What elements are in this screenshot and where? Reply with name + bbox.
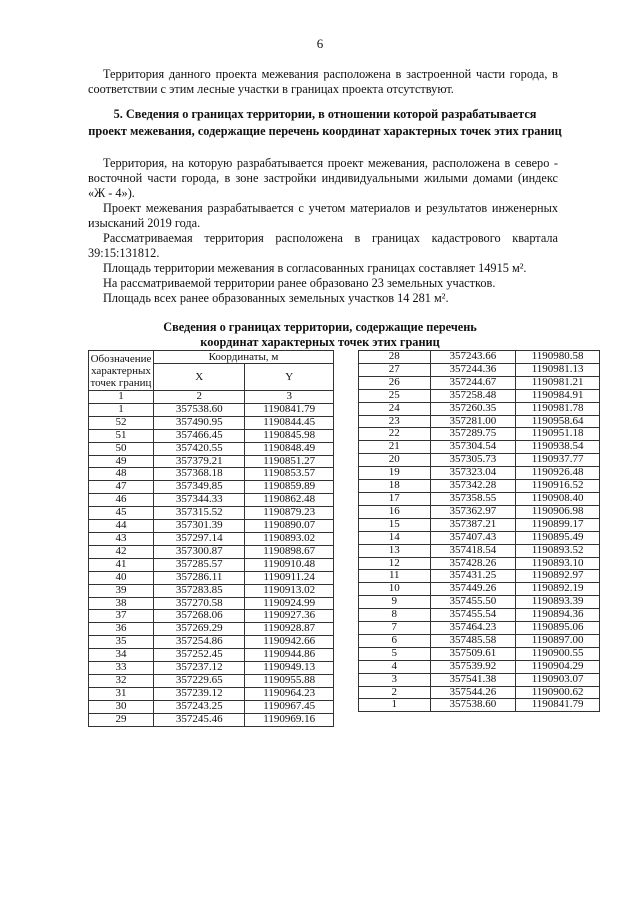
table-row [359,454,600,467]
coord-y: 1190904.29 [516,660,600,673]
coord-x: 357260.35 [430,402,516,415]
table-row [89,545,334,558]
coord-y: 1190845.98 [245,429,334,442]
table-row [359,467,600,480]
intro-paragraph: Территория данного проекта межевания расположена в застроенной части города, в соответствии с этим лесные участки в границах проекта отсутствуют. [88,67,558,96]
coord-y: 1190897.00 [516,634,600,647]
coord-x: 357485.58 [430,634,516,647]
table-row [89,584,334,597]
coord-y: 1190853.57 [245,468,334,481]
coord-y: 1190944.86 [245,649,334,662]
coord-x: 357362.97 [430,505,516,518]
coord-x: 357268.06 [153,610,244,623]
table-row [359,389,600,402]
coord-x: 357315.52 [153,507,244,520]
coord-y: 1190980.58 [516,351,600,364]
table-row [359,505,600,518]
coord-y: 1190841.79 [245,403,334,416]
table-row [89,520,334,533]
coord-x: 357244.36 [430,363,516,376]
coord-x: 357490.95 [153,416,244,429]
coord-y: 1190900.62 [516,686,600,699]
coord-y: 1190895.49 [516,531,600,544]
table-row [89,455,334,468]
table-row [89,532,334,545]
paragraph: Проект межевания разрабатывается с учетом материалов и результатов инженерных изысканий 2019 года. [88,201,558,230]
coord-x: 357305.73 [430,454,516,467]
coord-x: 357344.33 [153,494,244,507]
coord-x: 357541.38 [430,673,516,686]
table-row [89,623,334,636]
coord-y: 1190906.98 [516,505,600,518]
point-number: 39 [89,584,154,597]
coord-y: 1190949.13 [245,662,334,675]
coord-x: 357358.55 [430,492,516,505]
coord-x: 357300.87 [153,545,244,558]
point-number: 33 [89,662,154,675]
table-row [89,429,334,442]
paragraph: На рассматриваемой территории ранее образовано 23 земельных участков. [103,276,496,290]
coord-x: 357244.67 [430,376,516,389]
point-number: 14 [359,531,431,544]
coord-y: 1190964.23 [245,687,334,700]
coordinates-table-right [358,350,600,712]
coord-y: 1190910.48 [245,558,334,571]
coord-y: 1190841.79 [516,699,600,712]
point-number: 26 [359,376,431,389]
point-number: 49 [89,455,154,468]
table-row [89,468,334,481]
table-row [359,428,600,441]
point-number: 45 [89,507,154,520]
coord-x: 357349.85 [153,481,244,494]
coord-x: 357281.00 [430,415,516,428]
table-row [359,570,600,583]
table-row [89,403,334,416]
coord-x: 357379.21 [153,455,244,468]
coord-x: 357387.21 [430,518,516,531]
point-number: 23 [359,415,431,428]
coord-y: 1190894.36 [516,609,600,622]
point-number: 40 [89,571,154,584]
table-title-line-2: координат характерных точек этих границ [200,335,440,349]
point-number: 34 [89,649,154,662]
table-row [359,622,600,635]
point-number: 48 [89,468,154,481]
table-row [359,363,600,376]
coord-x: 357304.54 [430,441,516,454]
point-number: 18 [359,480,431,493]
table-title-line-1: Сведения о границах территории, содержащие перечень [163,320,477,334]
table-row [89,494,334,507]
coord-y: 1190938.54 [516,441,600,454]
header-num-1: 1 [89,391,154,404]
table-row [359,415,600,428]
coord-y: 1190924.99 [245,597,334,610]
coord-x: 357368.18 [153,468,244,481]
coord-y: 1190893.02 [245,532,334,545]
table-row [359,647,600,660]
coord-x: 357407.43 [430,531,516,544]
coord-x: 357538.60 [153,403,244,416]
coord-x: 357289.75 [430,428,516,441]
coord-x: 357342.28 [430,480,516,493]
table-row [359,544,600,557]
coord-y: 1190981.13 [516,363,600,376]
coord-y: 1190892.19 [516,583,600,596]
table-row [89,700,334,713]
coord-y: 1190967.45 [245,700,334,713]
table-row [359,376,600,389]
point-number: 47 [89,481,154,494]
coord-y: 1190951.18 [516,428,600,441]
coord-x: 357538.60 [430,699,516,712]
point-number: 46 [89,494,154,507]
coord-y: 1190862.48 [245,494,334,507]
coord-y: 1190969.16 [245,713,334,726]
coord-x: 357243.66 [430,351,516,364]
table-row [89,662,334,675]
table-row [89,481,334,494]
coord-y: 1190911.24 [245,571,334,584]
point-number: 7 [359,622,431,635]
coord-x: 357455.50 [430,596,516,609]
point-number: 31 [89,687,154,700]
point-number: 19 [359,467,431,480]
coord-x: 357539.92 [430,660,516,673]
table-row [359,699,600,712]
point-number: 25 [359,389,431,402]
table-row [89,713,334,726]
table-row [89,558,334,571]
table-row [89,442,334,455]
point-number: 11 [359,570,431,583]
coord-x: 357229.65 [153,674,244,687]
coord-y: 1190908.40 [516,492,600,505]
header-x: X [153,364,244,391]
coord-x: 357286.11 [153,571,244,584]
coord-y: 1190937.77 [516,454,600,467]
point-number: 32 [89,674,154,687]
coord-y: 1190958.64 [516,415,600,428]
coord-y: 1190927.36 [245,610,334,623]
paragraph: Площадь всех ранее образованных земельных участков 14 281 м². [103,291,449,305]
header-coordinates: Координаты, м [153,351,333,364]
point-number: 15 [359,518,431,531]
coord-x: 357285.57 [153,558,244,571]
point-number: 51 [89,429,154,442]
coord-x: 357323.04 [430,467,516,480]
coord-y: 1190981.21 [516,376,600,389]
coord-y: 1190859.89 [245,481,334,494]
table-row [359,351,600,364]
table-row [89,571,334,584]
point-number: 37 [89,610,154,623]
table-row [359,583,600,596]
table-row [89,649,334,662]
header-num-3: 3 [245,391,334,404]
table-row [359,634,600,647]
table-row [89,687,334,700]
coord-y: 1190893.10 [516,557,600,570]
point-number: 52 [89,416,154,429]
coord-x: 357252.45 [153,649,244,662]
table-row [359,480,600,493]
point-number: 38 [89,597,154,610]
coord-y: 1190892.97 [516,570,600,583]
coord-y: 1190893.39 [516,596,600,609]
page-number: 6 [316,36,324,51]
coord-x: 357297.14 [153,532,244,545]
table-row [89,507,334,520]
point-number: 3 [359,673,431,686]
coord-y: 1190942.66 [245,636,334,649]
coord-y: 1190926.48 [516,467,600,480]
section-heading-line-1: 5. Сведения о границах территории, в отношении которой разрабатывается [113,107,537,121]
point-number: 20 [359,454,431,467]
coord-y: 1190984.91 [516,389,600,402]
coord-x: 357269.29 [153,623,244,636]
coord-x: 357428.26 [430,557,516,570]
header-designation: Обозначение характерных точек границ [90,352,152,389]
table-row [89,636,334,649]
point-number: 50 [89,442,154,455]
coord-x: 357245.46 [153,713,244,726]
header-y: Y [245,364,334,391]
section-heading-line-2: проект межевания, содержащие перечень координат характерных точек этих границ [88,124,562,138]
point-number: 24 [359,402,431,415]
point-number: 29 [89,713,154,726]
table-row [359,402,600,415]
coord-x: 357301.39 [153,520,244,533]
coord-y: 1190848.49 [245,442,334,455]
point-number: 22 [359,428,431,441]
coord-y: 1190916.52 [516,480,600,493]
coord-y: 1190900.55 [516,647,600,660]
point-number: 5 [359,647,431,660]
paragraph: Рассматриваемая территория расположена в границах кадастрового квартала 39:15:131812. [88,231,558,260]
table-row [89,674,334,687]
table-title [100,320,540,350]
paragraph: Территория, на которую разрабатывается проект межевания, расположена в северо - восточной части города, в зоне застройки индивидуальными жилыми домами (индекс «Ж - 4»). [88,156,558,200]
coordinates-table-left [88,350,334,727]
coord-y: 1190981.78 [516,402,600,415]
point-number: 12 [359,557,431,570]
point-number: 17 [359,492,431,505]
table-row [359,557,600,570]
coord-y: 1190895.06 [516,622,600,635]
point-number: 43 [89,532,154,545]
point-number: 9 [359,596,431,609]
point-number: 16 [359,505,431,518]
point-number: 6 [359,634,431,647]
coord-x: 357237.12 [153,662,244,675]
header-num-2: 2 [153,391,244,404]
coord-x: 357455.54 [430,609,516,622]
point-number: 8 [359,609,431,622]
coord-x: 357544.26 [430,686,516,699]
coord-y: 1190890.07 [245,520,334,533]
intro-block [88,67,558,97]
table-row [89,610,334,623]
point-number: 13 [359,544,431,557]
table-row [359,609,600,622]
coord-y: 1190879.23 [245,507,334,520]
point-number: 44 [89,520,154,533]
point-number: 10 [359,583,431,596]
table-row [359,441,600,454]
coord-x: 357283.85 [153,584,244,597]
table-row [359,596,600,609]
coord-x: 357509.61 [430,647,516,660]
table-row [359,492,600,505]
coord-x: 357239.12 [153,687,244,700]
point-number: 1 [89,403,154,416]
coord-y: 1190903.07 [516,673,600,686]
coord-x: 357418.54 [430,544,516,557]
point-number: 35 [89,636,154,649]
coord-y: 1190928.87 [245,623,334,636]
table-row [359,518,600,531]
point-number: 2 [359,686,431,699]
coord-x: 357464.23 [430,622,516,635]
body-text [88,156,558,306]
coord-x: 357449.26 [430,583,516,596]
table-row [359,531,600,544]
point-number: 30 [89,700,154,713]
coord-y: 1190851.27 [245,455,334,468]
paragraph: Площадь территории межевания в согласованных границах составляет 14915 м². [103,261,527,275]
point-number: 4 [359,660,431,673]
table-row [89,416,334,429]
table-row [359,673,600,686]
coord-x: 357466.45 [153,429,244,442]
coord-x: 357420.55 [153,442,244,455]
coord-x: 357431.25 [430,570,516,583]
point-number: 42 [89,545,154,558]
coord-y: 1190913.02 [245,584,334,597]
point-number: 27 [359,363,431,376]
table-row [89,597,334,610]
table-row [359,660,600,673]
section-heading [80,106,570,140]
point-number: 1 [359,699,431,712]
coord-x: 357270.58 [153,597,244,610]
coord-y: 1190898.67 [245,545,334,558]
coord-y: 1190893.52 [516,544,600,557]
coord-y: 1190899.17 [516,518,600,531]
point-number: 41 [89,558,154,571]
coord-x: 357258.48 [430,389,516,402]
coord-x: 357254.86 [153,636,244,649]
coord-y: 1190955.88 [245,674,334,687]
point-number: 28 [359,351,431,364]
coord-x: 357243.25 [153,700,244,713]
point-number: 36 [89,623,154,636]
point-number: 21 [359,441,431,454]
table-row [359,686,600,699]
coord-y: 1190844.45 [245,416,334,429]
